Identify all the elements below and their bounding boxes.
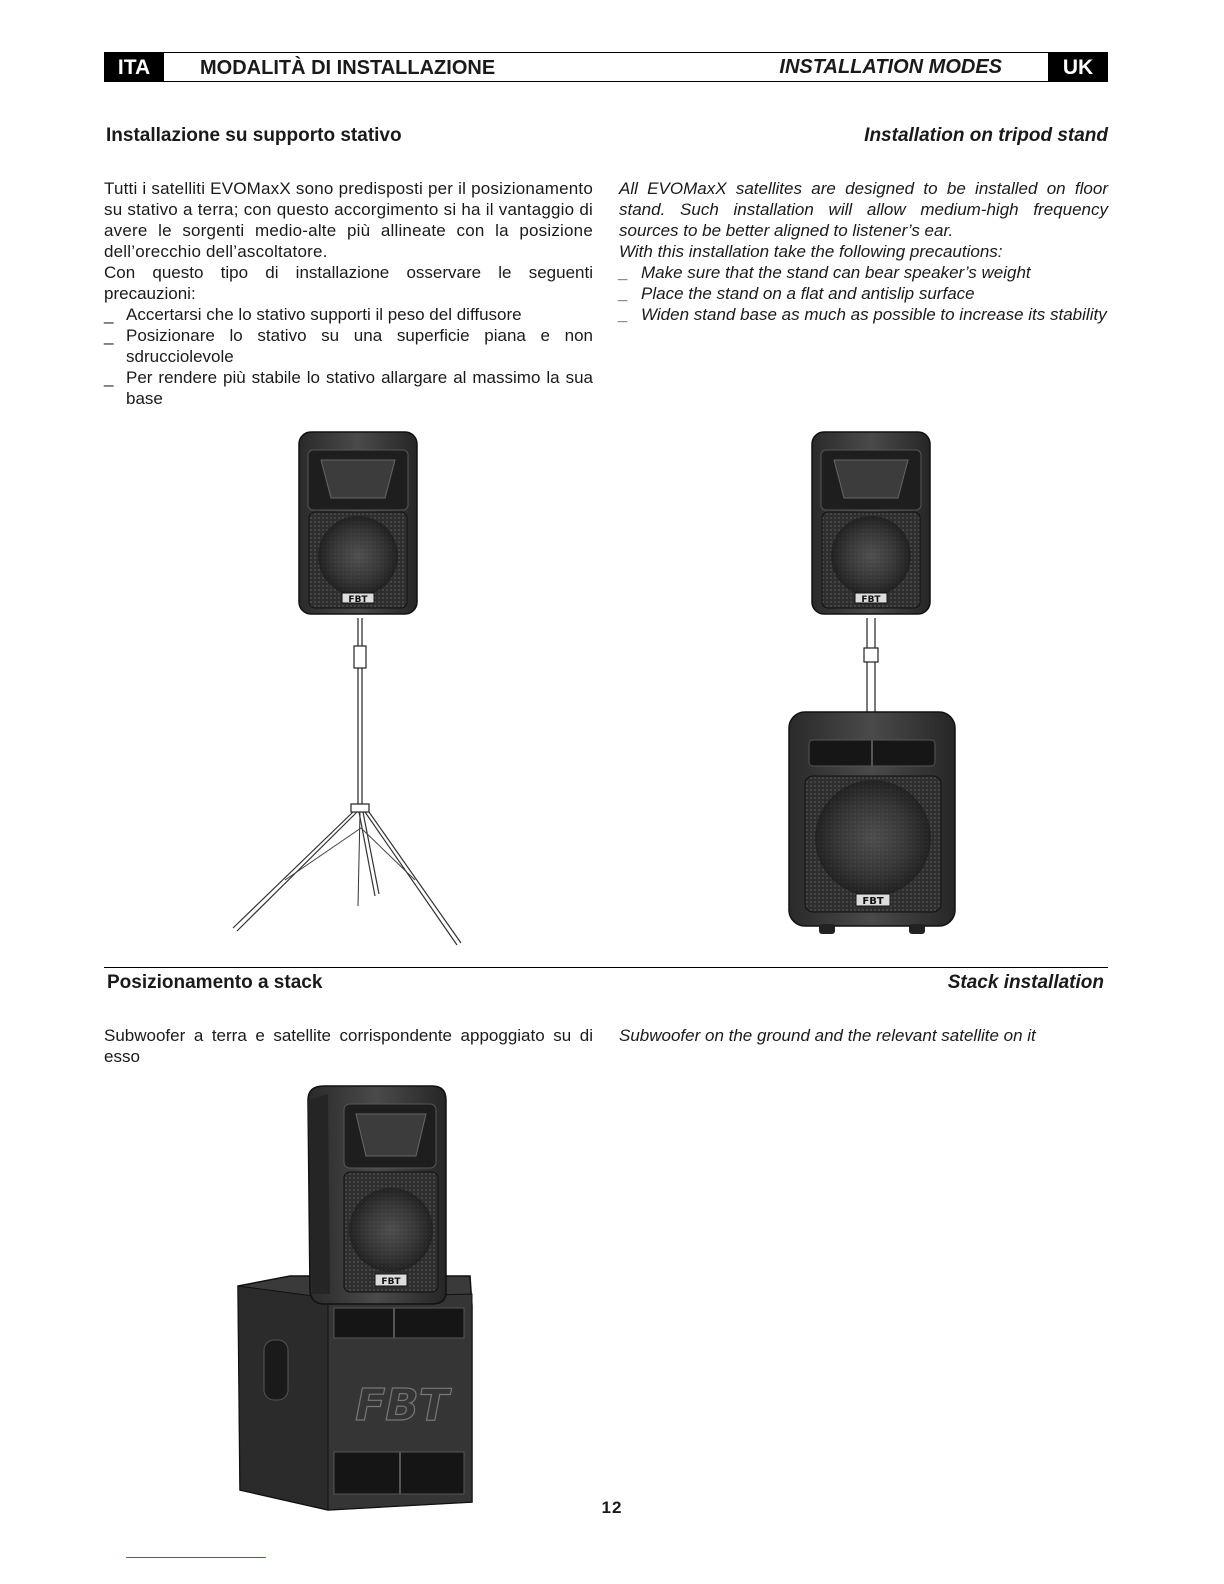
bullet-text: Widen stand base as much as possible to increase its stability (641, 305, 1107, 324)
section-divider (104, 967, 1108, 968)
tripod-text-it (104, 178, 593, 409)
footnote-separator (126, 1557, 266, 1558)
header-title-it: MODALITÀ DI INSTALLAZIONE (200, 57, 496, 79)
bullet-text: Place the stand on a flat and antislip surface (641, 284, 975, 303)
stack-text-en (619, 1025, 1108, 1046)
tripod-precautions-en: With this installation take the following precautions: (619, 242, 1003, 261)
bullet-marker: _ (104, 368, 114, 387)
list-item (619, 304, 1108, 325)
stack-description-it: Subwoofer a terra e satellite corrispondente appoggiato su di esso (104, 1026, 593, 1066)
list-item (619, 262, 1108, 283)
bullet-marker: _ (619, 284, 629, 303)
brand-logo: FBT (355, 1380, 449, 1431)
bullet-text: Posizionare lo stativo su una superficie piana e non sdrucciolevole (126, 326, 593, 366)
list-item (104, 325, 593, 367)
section-heading-stack-it: Posizionamento a stack (107, 972, 323, 993)
language-badge-ita: ITA (104, 52, 164, 82)
stack-speaker-figure (232, 1080, 478, 1515)
bullet-marker: _ (104, 326, 114, 345)
tripod-intro-it: Tutti i satelliti EVOMaxX sono predisposti per il posizionamento su stativo a terra; con questo accorgimento si ha il vantaggio di avere le sorgenti medio-alte più allineate con la posizione dell’orecchio dell’ascoltatore. (104, 179, 593, 261)
section-heading-stack-en: Stack installation (947, 972, 1104, 993)
brand-logo: FBT (862, 896, 884, 907)
bullet-text: Accertarsi che lo stativo supporti il peso del diffusore (126, 305, 522, 324)
sub-pole-speaker-figure (785, 428, 960, 938)
tripod-speaker-figure (225, 428, 475, 953)
stack-text-it (104, 1025, 593, 1067)
page-number: 12 (601, 1498, 623, 1517)
language-badge-uk: UK (1048, 52, 1108, 82)
page-header-bar (104, 52, 1108, 82)
bullet-marker: _ (104, 305, 114, 324)
brand-logo: FBT (381, 1277, 401, 1287)
list-item (619, 283, 1108, 304)
tripod-intro-en: All EVOMaxX satellites are designed to be installed on floor stand. Such installation will allow medium-high frequency sources to be better aligned to listener’s ear. (619, 179, 1108, 240)
list-item (104, 367, 593, 409)
stack-description-en: Subwoofer on the ground and the relevant satellite on it (619, 1026, 1036, 1045)
brand-logo: FBT (861, 595, 881, 605)
bullet-text: Make sure that the stand can bear speaker’s weight (641, 263, 1031, 282)
list-item (104, 304, 593, 325)
bullet-text: Per rendere più stabile lo stativo allargare al massimo la sua base (126, 368, 593, 408)
tripod-precautions-it: Con questo tipo di installazione osservare le seguenti precauzioni: (104, 263, 593, 303)
section-heading-tripod-en: Installation on tripod stand (864, 125, 1108, 146)
tripod-text-en (619, 178, 1108, 325)
brand-logo: FBT (348, 595, 368, 605)
bullet-marker: _ (619, 263, 629, 282)
header-title-en: INSTALLATION MODES (779, 56, 1002, 78)
bullet-marker: _ (619, 305, 629, 324)
section-heading-tripod-it: Installazione su supporto stativo (106, 125, 402, 146)
